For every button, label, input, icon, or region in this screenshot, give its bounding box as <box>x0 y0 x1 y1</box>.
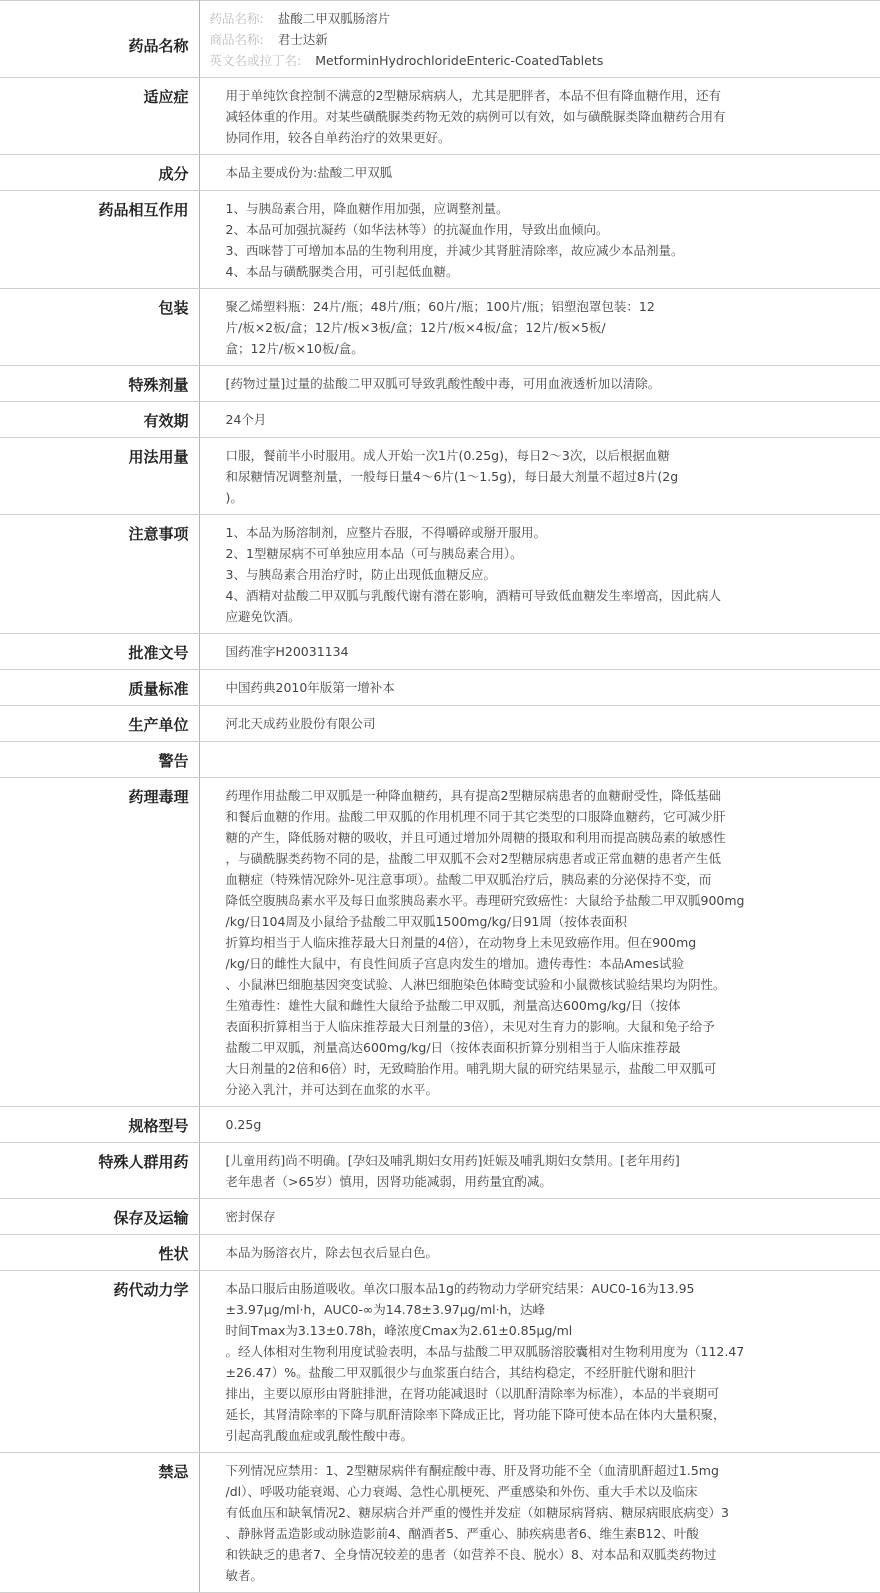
text-line: 1、本品为肠溶制剂，应整片吞服，不得嚼碎或掰开服用。 <box>225 525 546 540</box>
text-line: 2、1型糖尿病不可单独应用本品（可与胰岛素合用）。 <box>225 546 523 561</box>
name-key: 商品名称: <box>209 32 264 47</box>
drug-info-rows <box>0 1 880 1593</box>
text-line: 老年患者（>65岁）慎用，因肾功能减弱，用药量宜酌减。 <box>225 1174 552 1189</box>
text-line: 协同作用，较各自单药治疗的效果更好。 <box>225 130 451 145</box>
text-line: 减轻体重的作用。对某些磺酰脲类药物无效的病例可以有效，如与磺酰脲类降血糖药合用有 <box>225 109 726 124</box>
text-line: 表面积折算相当于人临床推荐最大日剂量的3倍），未见对生育力的影响。大鼠和兔子给予 <box>225 1019 715 1034</box>
text-line: 药理作用盐酸二甲双胍是一种降血糖药，具有提高2型糖尿病患者的血糖耐受性，降低基础 <box>225 788 721 803</box>
text-line: 下列情况应禁用：1、2型糖尿病伴有酮症酸中毒、肝及肾功能不全（血清肌酐超过1.5mg <box>225 1463 719 1478</box>
text-line: 盒；12片/板×10板/盒。 <box>225 341 364 356</box>
text-line: 分泌入乳汁，并可达到在血浆的水平。 <box>225 1082 439 1097</box>
row-label: 质量标准 <box>0 670 199 706</box>
text-line: 口服，餐前半小时服用。成人开始一次1片(0.25g)，每日2～3次，以后根据血糖 <box>225 448 670 463</box>
text-line: ±3.97μg/ml·h，AUC0-∞为14.78±3.97μg/ml·h，达峰 <box>225 1302 545 1317</box>
text-line: 3、西咪替丁可增加本品的生物利用度，并减少其肾脏清除率，故应减少本品剂量。 <box>225 243 684 258</box>
table-row <box>0 1235 880 1271</box>
row-content <box>199 1199 880 1235</box>
row-content <box>199 1453 880 1593</box>
row-label: 生产单位 <box>0 706 199 742</box>
text-line: 用于单纯饮食控制不满意的2型糖尿病病人，尤其是肥胖者，本品不但有降血糖作用，还有 <box>225 88 721 103</box>
text-line: ，与磺酰脲类药物不同的是，盐酸二甲双胍不会对2型糖尿病患者或正常血糖的患者产生低 <box>225 851 721 866</box>
text-line: [药物过量]过量的盐酸二甲双胍可导致乳酸性酸中毒，可用血液透析加以清除。 <box>225 376 661 391</box>
text-line: /kg/日的雌性大鼠中，有良性间质子宫息肉发生的增加。遗传毒性：本品Ames试验 <box>225 956 685 971</box>
text-line: 4、酒精对盐酸二甲双胍与乳酸代谢有潜在影响，酒精可导致低血糖发生率增高，因此病人 <box>225 588 721 603</box>
table-row <box>0 155 880 191</box>
text-line: 河北天成药业股份有限公司 <box>225 716 376 731</box>
text-line: 、静脉肾盂造影或动脉造影前4、酗酒者5、严重心、肺疾病患者6、维生素B12、叶酸 <box>225 1526 699 1541</box>
row-content <box>199 366 880 402</box>
row-content <box>199 1271 880 1453</box>
name-line <box>210 29 873 50</box>
table-row <box>0 1199 880 1235</box>
name-line <box>210 50 873 71</box>
text-line: 本品口服后由肠道吸收。单次口服本品1g的药物动力学研究结果：AUC0-16为13.95 <box>225 1281 695 1296</box>
text-line: 2、本品可加强抗凝药（如华法林等）的抗凝血作用，导致出血倾向。 <box>225 222 609 237</box>
row-label: 特殊人群用药 <box>0 1143 199 1199</box>
text-line: 糖的产生，降低肠对糖的吸收，并且可通过增加外周糖的摄取和利用而提高胰岛素的敏感性 <box>225 830 726 845</box>
row-content <box>199 78 880 155</box>
row-content <box>199 1 880 78</box>
text-line: /dl）、呼吸功能衰竭、心力衰竭、急性心肌梗死、严重感染和外伤、重大手术以及临床 <box>225 1484 698 1499</box>
name-value: 盐酸二甲双胍肠溶片 <box>277 11 391 26</box>
row-label: 警告 <box>0 742 199 778</box>
text-line: 片/板×2板/盒；12片/板×3板/盒；12片/板×4板/盒；12片/板×5板/ <box>225 320 606 335</box>
table-row <box>0 1271 880 1453</box>
text-line: ±26.47）%。盐酸二甲双胍很少与血浆蛋白结合，其结构稳定，不经肝脏代谢和胆汁 <box>225 1365 697 1380</box>
row-drug-names <box>0 1 880 78</box>
row-content <box>199 742 880 778</box>
row-content <box>199 515 880 634</box>
table-row <box>0 778 880 1107</box>
text-line: 、小鼠淋巴细胞基因突变试验、人淋巴细胞染色体畸变试验和小鼠微核试验结果均为阴性。 <box>225 977 726 992</box>
row-label: 药品名称 <box>0 1 199 78</box>
table-row <box>0 515 880 634</box>
table-row <box>0 438 880 515</box>
text-line: 国药准字H20031134 <box>225 644 349 659</box>
text-line: 本品为肠溶衣片，除去包衣后显白色。 <box>225 1245 439 1260</box>
table-row <box>0 1143 880 1199</box>
table-row <box>0 706 880 742</box>
table-row <box>0 402 880 438</box>
row-content <box>199 634 880 670</box>
row-label: 药代动力学 <box>0 1271 199 1453</box>
row-label: 用法用量 <box>0 438 199 515</box>
row-label: 成分 <box>0 155 199 191</box>
row-content <box>199 402 880 438</box>
row-content <box>199 778 880 1107</box>
text-line: 和尿糖情况调整剂量，一般每日量4～6片(1～1.5g)，每日最大剂量不超过8片(2g <box>225 469 679 484</box>
text-line: 聚乙烯塑料瓶：24片/瓶；48片/瓶；60片/瓶；100片/瓶；铝塑泡罩包装：12 <box>225 299 655 314</box>
name-key: 药品名称: <box>209 11 264 26</box>
text-line: 1、与胰岛素合用，降血糖作用加强，应调整剂量。 <box>225 201 509 216</box>
text-line: 3、与胰岛素合用治疗时，防止出现低血糖反应。 <box>225 567 496 582</box>
text-line: 本品主要成份为:盐酸二甲双胍 <box>225 165 393 180</box>
name-value: 君士达新 <box>277 32 328 47</box>
row-label: 注意事项 <box>0 515 199 634</box>
text-line: 降低空腹胰岛素水平及每日血浆胰岛素水平。毒理研究致癌性：大鼠给予盐酸二甲双胍900mg <box>225 893 745 908</box>
table-row <box>0 366 880 402</box>
text-line: 应避免饮酒。 <box>225 609 301 624</box>
text-line: 和铁缺乏的患者7、全身情况较差的患者（如营养不良、脱水）8、对本品和双胍类药物过 <box>225 1547 717 1562</box>
table-row <box>0 1453 880 1593</box>
row-content <box>199 155 880 191</box>
table-row <box>0 289 880 366</box>
row-content <box>199 191 880 289</box>
table-row <box>0 742 880 778</box>
row-content <box>199 1235 880 1271</box>
text-line: 和餐后血糖的作用。盐酸二甲双胍的作用机理不同于其它类型的口服降血糖药，它可减少肝 <box>225 809 726 824</box>
text-line: 密封保存 <box>225 1209 276 1224</box>
text-line: 中国药典2010年版第一增补本 <box>225 680 395 695</box>
name-line <box>210 8 873 29</box>
table-row <box>0 78 880 155</box>
row-label: 禁忌 <box>0 1453 199 1593</box>
text-line: 大日剂量的2倍和6倍）时，无致畸胎作用。哺乳期大鼠的研究结果显示，盐酸二甲双胍可 <box>225 1061 717 1076</box>
text-line: 延长，其肾清除率的下降与肌酐清除率下降成正比，肾功能下降可使本品在体内大量积聚， <box>225 1407 726 1422</box>
row-content <box>199 438 880 515</box>
name-value: MetforminHydrochlorideEnteric-CoatedTablets <box>315 53 604 68</box>
text-line: 24个月 <box>225 412 267 427</box>
row-content <box>199 289 880 366</box>
text-line: 盐酸二甲双胍，剂量高达600mg/kg/日（按体表面积折算分别相当于人临床推荐最 <box>225 1040 681 1055</box>
table-row <box>0 1107 880 1143</box>
text-line: /kg/日104周及小鼠给予盐酸二甲双胍1500mg/kg/日91周（按体表面积 <box>225 914 627 929</box>
table-row <box>0 191 880 289</box>
text-line: 血糖症（特殊情况除外-见注意事项）。盐酸二甲双胍治疗后，胰岛素的分泌保持不变，而 <box>225 872 712 887</box>
row-label: 有效期 <box>0 402 199 438</box>
text-line: 生殖毒性：雄性大鼠和雌性大鼠给予盐酸二甲双胍，剂量高达600mg/kg/日（按体 <box>225 998 681 1013</box>
text-line: 有低血压和缺氧情况2、糖尿病合并严重的慢性并发症（如糖尿病肾病、糖尿病眼底病变）3 <box>225 1505 729 1520</box>
row-content <box>199 1143 880 1199</box>
text-line: 。经人体相对生物利用度试验表明，本品与盐酸二甲双胍肠溶胶囊相对生物利用度为（112.47 <box>225 1344 745 1359</box>
table-row <box>0 634 880 670</box>
row-label: 药理毒理 <box>0 778 199 1107</box>
row-content <box>199 670 880 706</box>
row-label: 特殊剂量 <box>0 366 199 402</box>
row-label: 规格型号 <box>0 1107 199 1143</box>
text-line: 4、本品与磺酰脲类合用，可引起低血糖。 <box>225 264 459 279</box>
row-content <box>199 706 880 742</box>
row-content <box>199 1107 880 1143</box>
row-label: 保存及运输 <box>0 1199 199 1235</box>
name-key: 英文名或拉丁名: <box>209 53 302 68</box>
table-row <box>0 670 880 706</box>
text-line: 引起高乳酸血症或乳酸性酸中毒。 <box>225 1428 414 1443</box>
row-label: 性状 <box>0 1235 199 1271</box>
text-line: [儿童用药]尚不明确。[孕妇及哺乳期妇女用药]妊娠及哺乳期妇女禁用。[老年用药] <box>225 1153 680 1168</box>
row-label: 适应症 <box>0 78 199 155</box>
text-line: 敏者。 <box>225 1568 264 1583</box>
row-label: 批准文号 <box>0 634 199 670</box>
text-line: 折算均相当于人临床推荐最大日剂量的4倍），在动物身上未见致癌作用。但在900mg <box>225 935 697 950</box>
text-line: 0.25g <box>225 1117 262 1132</box>
text-line: 时间Tmax为3.13±0.78h，峰浓度Cmax为2.61±0.85μg/ml <box>225 1323 573 1338</box>
text-line: 排出，主要以原形由肾脏排泄，在肾功能减退时（以肌酐清除率为标准），本品的半衰期可 <box>225 1386 720 1401</box>
text-line: )。 <box>225 490 243 505</box>
row-label: 药品相互作用 <box>0 191 199 289</box>
row-label: 包装 <box>0 289 199 366</box>
